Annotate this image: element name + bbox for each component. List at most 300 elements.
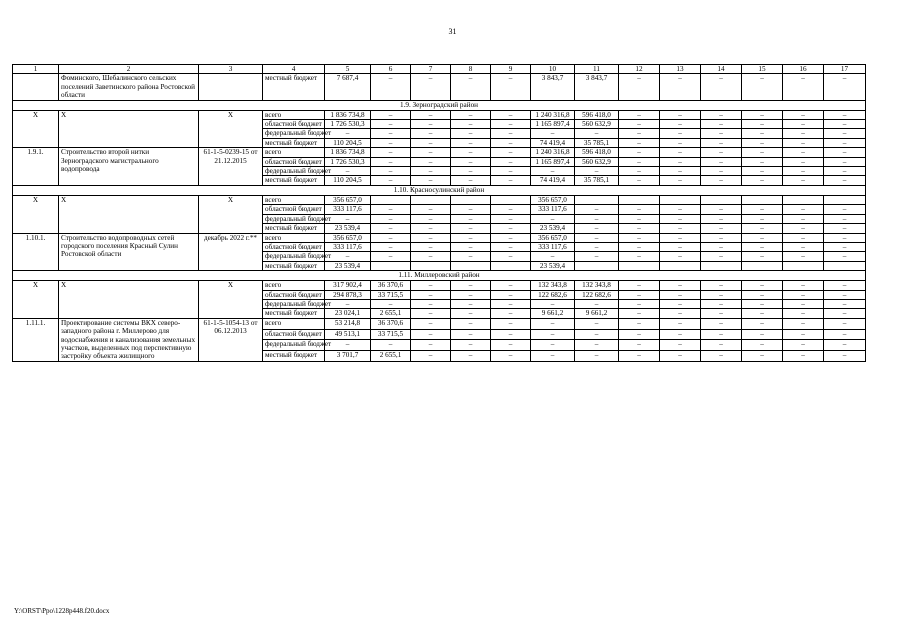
amount-cell: – [783,148,824,157]
amount-cell: – [660,309,701,318]
amount-cell: 110 204,5 [325,138,371,147]
item-number-cell: Х [13,195,59,233]
funding-source-cell: местный бюджет [263,224,325,233]
budget-table [12,64,866,362]
amount-cell: – [701,242,742,251]
amount-cell: – [660,138,701,147]
amount-cell [619,261,660,270]
document-cell: Х [199,281,263,319]
amount-cell: – [783,205,824,214]
amount-cell: – [660,299,701,308]
item-number-cell: Х [13,110,59,148]
section-title: 1.9. Зерноградский район [13,100,866,110]
amount-cell: – [575,351,619,362]
amount-cell: 2 655,1 [371,309,411,318]
amount-cell: – [660,167,701,176]
funding-source-cell: областной бюджет [263,157,325,166]
table-body [13,65,866,362]
amount-cell: – [742,148,783,157]
amount-cell: – [451,309,491,318]
amount-cell: – [783,224,824,233]
amount-cell: – [451,224,491,233]
amount-cell [411,195,451,204]
item-name-cell: Х [59,195,199,233]
amount-cell: 49 513,1 [325,329,371,340]
amount-cell: 333 117,6 [325,242,371,251]
amount-cell: 36 370,6 [371,281,411,290]
amount-cell: – [491,74,531,100]
amount-cell: – [411,281,451,290]
amount-cell: – [411,176,451,185]
amount-cell: 7 687,4 [325,74,371,100]
document-cell: 61-1-5-1054-13 от 06.12.2013 [199,318,263,361]
amount-cell: – [783,340,824,351]
amount-cell: – [660,214,701,223]
amount-cell: – [701,129,742,138]
amount-cell: – [411,299,451,308]
amount-cell: – [619,120,660,129]
amount-cell: – [619,351,660,362]
amount-cell: – [491,138,531,147]
amount-cell: – [742,205,783,214]
table-row [13,318,866,329]
amount-cell: – [619,157,660,166]
amount-cell: – [491,233,531,242]
amount-cell: – [660,129,701,138]
amount-cell: – [371,120,411,129]
amount-cell: – [491,252,531,261]
document-cell [199,74,263,100]
amount-cell: 333 117,6 [531,242,575,251]
column-number-header: 8 [451,65,491,74]
amount-cell: – [371,205,411,214]
amount-cell [783,261,824,270]
amount-cell: – [451,318,491,329]
column-number-header: 10 [531,65,575,74]
amount-cell: – [660,176,701,185]
section-title-row [13,100,866,110]
amount-cell: – [824,281,866,290]
section-title: 1.11. Миллеровский район [13,271,866,281]
amount-cell: – [824,148,866,157]
funding-source-cell: областной бюджет [263,205,325,214]
amount-cell: – [325,129,371,138]
amount-cell: 3 843,7 [575,74,619,100]
amount-cell: – [619,138,660,147]
amount-cell: – [371,148,411,157]
item-number-cell: Х [13,281,59,319]
amount-cell: – [783,74,824,100]
column-number-header: 4 [263,65,325,74]
amount-cell: – [619,242,660,251]
amount-cell: – [619,214,660,223]
amount-cell: – [742,309,783,318]
amount-cell: 1 726 530,3 [325,120,371,129]
amount-cell: – [824,214,866,223]
amount-cell: – [575,299,619,308]
amount-cell: – [824,318,866,329]
column-number-header: 3 [199,65,263,74]
amount-cell: – [660,290,701,299]
amount-cell: 2 655,1 [371,351,411,362]
column-number-header: 15 [742,65,783,74]
amount-cell: 122 682,6 [575,290,619,299]
amount-cell: – [575,340,619,351]
amount-cell: 294 878,3 [325,290,371,299]
amount-cell: – [742,224,783,233]
amount-cell: 9 661,2 [531,309,575,318]
amount-cell: – [371,214,411,223]
amount-cell: – [783,309,824,318]
amount-cell: – [660,252,701,261]
amount-cell: – [411,157,451,166]
funding-source-cell: всего [263,318,325,329]
amount-cell: – [824,167,866,176]
amount-cell: – [701,351,742,362]
amount-cell: – [742,157,783,166]
amount-cell: – [824,205,866,214]
amount-cell: – [619,205,660,214]
amount-cell: – [325,252,371,261]
amount-cell: – [575,242,619,251]
amount-cell: – [701,176,742,185]
amount-cell [742,195,783,204]
amount-cell: – [411,242,451,251]
amount-cell: – [411,120,451,129]
amount-cell: – [371,167,411,176]
amount-cell: – [451,299,491,308]
amount-cell: 1 240 316,8 [531,148,575,157]
amount-cell: – [619,167,660,176]
amount-cell: – [701,157,742,166]
amount-cell: – [531,129,575,138]
amount-cell: – [701,281,742,290]
amount-cell: – [742,351,783,362]
amount-cell: – [531,214,575,223]
amount-cell: – [742,120,783,129]
amount-cell: – [824,224,866,233]
amount-cell: – [783,120,824,129]
amount-cell: – [619,290,660,299]
amount-cell: – [783,351,824,362]
amount-cell: 9 661,2 [575,309,619,318]
amount-cell: 33 715,5 [371,290,411,299]
amount-cell: – [660,148,701,157]
column-number-header: 16 [783,65,824,74]
amount-cell: – [742,318,783,329]
amount-cell: 53 214,8 [325,318,371,329]
column-number-header: 14 [701,65,742,74]
amount-cell: – [491,176,531,185]
amount-cell: – [451,129,491,138]
amount-cell: – [411,167,451,176]
amount-cell: – [742,290,783,299]
amount-cell: – [411,309,451,318]
amount-cell: – [783,214,824,223]
amount-cell: – [491,167,531,176]
column-number-header: 17 [824,65,866,74]
amount-cell: – [371,233,411,242]
amount-cell: – [411,214,451,223]
amount-cell: – [411,340,451,351]
amount-cell: – [701,205,742,214]
table-row [13,74,866,100]
amount-cell: – [325,214,371,223]
amount-cell: – [619,148,660,157]
funding-source-cell: областной бюджет [263,242,325,251]
amount-cell: – [451,148,491,157]
column-number-header: 2 [59,65,199,74]
amount-cell: – [411,205,451,214]
amount-cell: – [660,281,701,290]
file-path-footer: Y:\ORST\Ppo\1228p448.f20.docx [14,607,110,615]
amount-cell: – [783,290,824,299]
amount-cell: – [451,340,491,351]
amount-cell: 1 836 734,8 [325,148,371,157]
amount-cell: – [325,340,371,351]
column-number-header: 12 [619,65,660,74]
funding-source-cell: федеральный бюджет [263,299,325,308]
amount-cell: – [411,138,451,147]
amount-cell: – [491,318,531,329]
amount-cell: 23 539,4 [531,224,575,233]
amount-cell: 1 240 316,8 [531,110,575,119]
amount-cell [371,261,411,270]
amount-cell: 132 343,8 [531,281,575,290]
amount-cell: – [411,148,451,157]
amount-cell: – [824,329,866,340]
amount-cell: – [660,224,701,233]
amount-cell: 560 632,9 [575,120,619,129]
amount-cell: – [783,176,824,185]
amount-cell: – [491,214,531,223]
amount-cell: – [531,252,575,261]
amount-cell: – [742,299,783,308]
amount-cell: 356 657,0 [531,233,575,242]
amount-cell: – [575,129,619,138]
amount-cell: – [491,329,531,340]
amount-cell: – [824,242,866,251]
item-name-cell: Строительство водопроводных сетей городского поселения Красный Сулин Ростовской области [59,233,199,271]
amount-cell: – [451,252,491,261]
amount-cell: – [491,205,531,214]
amount-cell: – [742,129,783,138]
amount-cell: – [411,329,451,340]
amount-cell: – [701,290,742,299]
amount-cell: – [575,167,619,176]
amount-cell [660,261,701,270]
amount-cell: – [371,299,411,308]
document-cell: Х [199,195,263,233]
amount-cell: – [783,167,824,176]
amount-cell: – [491,351,531,362]
amount-cell: – [619,110,660,119]
amount-cell: – [742,329,783,340]
amount-cell: 356 657,0 [325,195,371,204]
amount-cell: – [491,281,531,290]
amount-cell: – [411,110,451,119]
table-header-row [13,65,866,74]
amount-cell: – [701,233,742,242]
amount-cell: – [619,340,660,351]
funding-source-cell: всего [263,233,325,242]
funding-source-cell: областной бюджет [263,329,325,340]
amount-cell: – [824,176,866,185]
amount-cell: 23 539,4 [325,224,371,233]
item-number-cell [13,74,59,100]
amount-cell [411,261,451,270]
amount-cell: 1 836 734,8 [325,110,371,119]
amount-cell: – [451,290,491,299]
amount-cell: – [824,129,866,138]
amount-cell: – [660,74,701,100]
amount-cell: – [783,233,824,242]
document-cell: 61-1-5-0239-15 от 21.12.2015 [199,148,263,186]
amount-cell: – [824,233,866,242]
amount-cell: – [575,233,619,242]
amount-cell: – [742,252,783,261]
funding-source-cell: местный бюджет [263,74,325,100]
amount-cell: – [701,340,742,351]
amount-cell [824,195,866,204]
amount-cell [619,195,660,204]
amount-cell: – [531,351,575,362]
amount-cell: – [451,167,491,176]
amount-cell: – [411,318,451,329]
amount-cell: – [660,340,701,351]
section-title-row [13,271,866,281]
funding-source-cell: областной бюджет [263,290,325,299]
amount-cell: 3 843,7 [531,74,575,100]
amount-cell: 560 632,9 [575,157,619,166]
amount-cell [575,195,619,204]
amount-cell: 74 419,4 [531,176,575,185]
item-name-cell: Фоминского, Шебалинского сельских поселений Заветинского района Ростовской области [59,74,199,100]
amount-cell: – [742,138,783,147]
amount-cell: – [660,120,701,129]
amount-cell: – [411,224,451,233]
amount-cell: – [371,340,411,351]
funding-source-cell: местный бюджет [263,351,325,362]
amount-cell: – [783,252,824,261]
funding-source-cell: федеральный бюджет [263,214,325,223]
amount-cell: – [575,318,619,329]
amount-cell: – [783,138,824,147]
funding-source-cell: всего [263,195,325,204]
amount-cell: – [660,110,701,119]
table-row [13,195,866,204]
amount-cell: – [531,299,575,308]
amount-cell: – [742,281,783,290]
amount-cell: – [575,205,619,214]
amount-cell: – [575,224,619,233]
amount-cell: – [531,329,575,340]
amount-cell: 3 701,7 [325,351,371,362]
amount-cell: – [411,252,451,261]
funding-source-cell: местный бюджет [263,261,325,270]
item-number-cell: 1.9.1. [13,148,59,186]
amount-cell: – [451,281,491,290]
amount-cell: 356 657,0 [325,233,371,242]
amount-cell: – [371,242,411,251]
amount-cell: – [451,120,491,129]
amount-cell: – [660,329,701,340]
amount-cell: – [619,74,660,100]
amount-cell: 110 204,5 [325,176,371,185]
amount-cell: – [783,157,824,166]
amount-cell: – [451,205,491,214]
amount-cell [783,195,824,204]
amount-cell: – [701,252,742,261]
amount-cell: 122 682,6 [531,290,575,299]
amount-cell: – [411,233,451,242]
amount-cell: – [491,224,531,233]
amount-cell: – [701,299,742,308]
amount-cell: – [491,148,531,157]
amount-cell [371,195,411,204]
amount-cell: – [742,167,783,176]
amount-cell: – [491,110,531,119]
amount-cell [824,261,866,270]
amount-cell: 333 117,6 [531,205,575,214]
amount-cell: – [451,242,491,251]
amount-cell: – [701,224,742,233]
amount-cell: – [531,167,575,176]
amount-cell: 1 165 897,4 [531,120,575,129]
amount-cell: – [783,242,824,251]
amount-cell: 596 418,0 [575,148,619,157]
column-number-header: 9 [491,65,531,74]
amount-cell: 356 657,0 [531,195,575,204]
amount-cell: – [371,74,411,100]
amount-cell [701,195,742,204]
amount-cell: – [701,110,742,119]
item-name-cell: Проектирование системы ВКХ северо-западного района г. Миллерово для водоснабжения и канализования земельных участков, выделенных под перспективную застройку объекта жилищного [59,318,199,361]
amount-cell: 23 024,1 [325,309,371,318]
amount-cell: 33 715,5 [371,329,411,340]
amount-cell: – [575,252,619,261]
amount-cell: 36 370,6 [371,318,411,329]
amount-cell: – [701,214,742,223]
amount-cell: – [660,318,701,329]
amount-cell: – [783,299,824,308]
amount-cell [742,261,783,270]
item-number-cell: 1.10.1. [13,233,59,271]
amount-cell: – [619,299,660,308]
column-number-header: 5 [325,65,371,74]
amount-cell: – [619,309,660,318]
amount-cell: – [451,351,491,362]
funding-source-cell: местный бюджет [263,138,325,147]
section-title-row [13,185,866,195]
amount-cell: – [531,340,575,351]
table-row [13,281,866,290]
amount-cell: – [660,205,701,214]
amount-cell: 35 785,1 [575,176,619,185]
amount-cell: – [451,214,491,223]
amount-cell: – [701,138,742,147]
amount-cell: – [619,176,660,185]
amount-cell [491,261,531,270]
amount-cell: – [783,329,824,340]
amount-cell: – [411,74,451,100]
amount-cell: – [411,290,451,299]
amount-cell: – [701,167,742,176]
amount-cell: – [491,129,531,138]
item-number-cell: 1.11.1. [13,318,59,361]
column-number-header: 1 [13,65,59,74]
amount-cell: – [491,290,531,299]
